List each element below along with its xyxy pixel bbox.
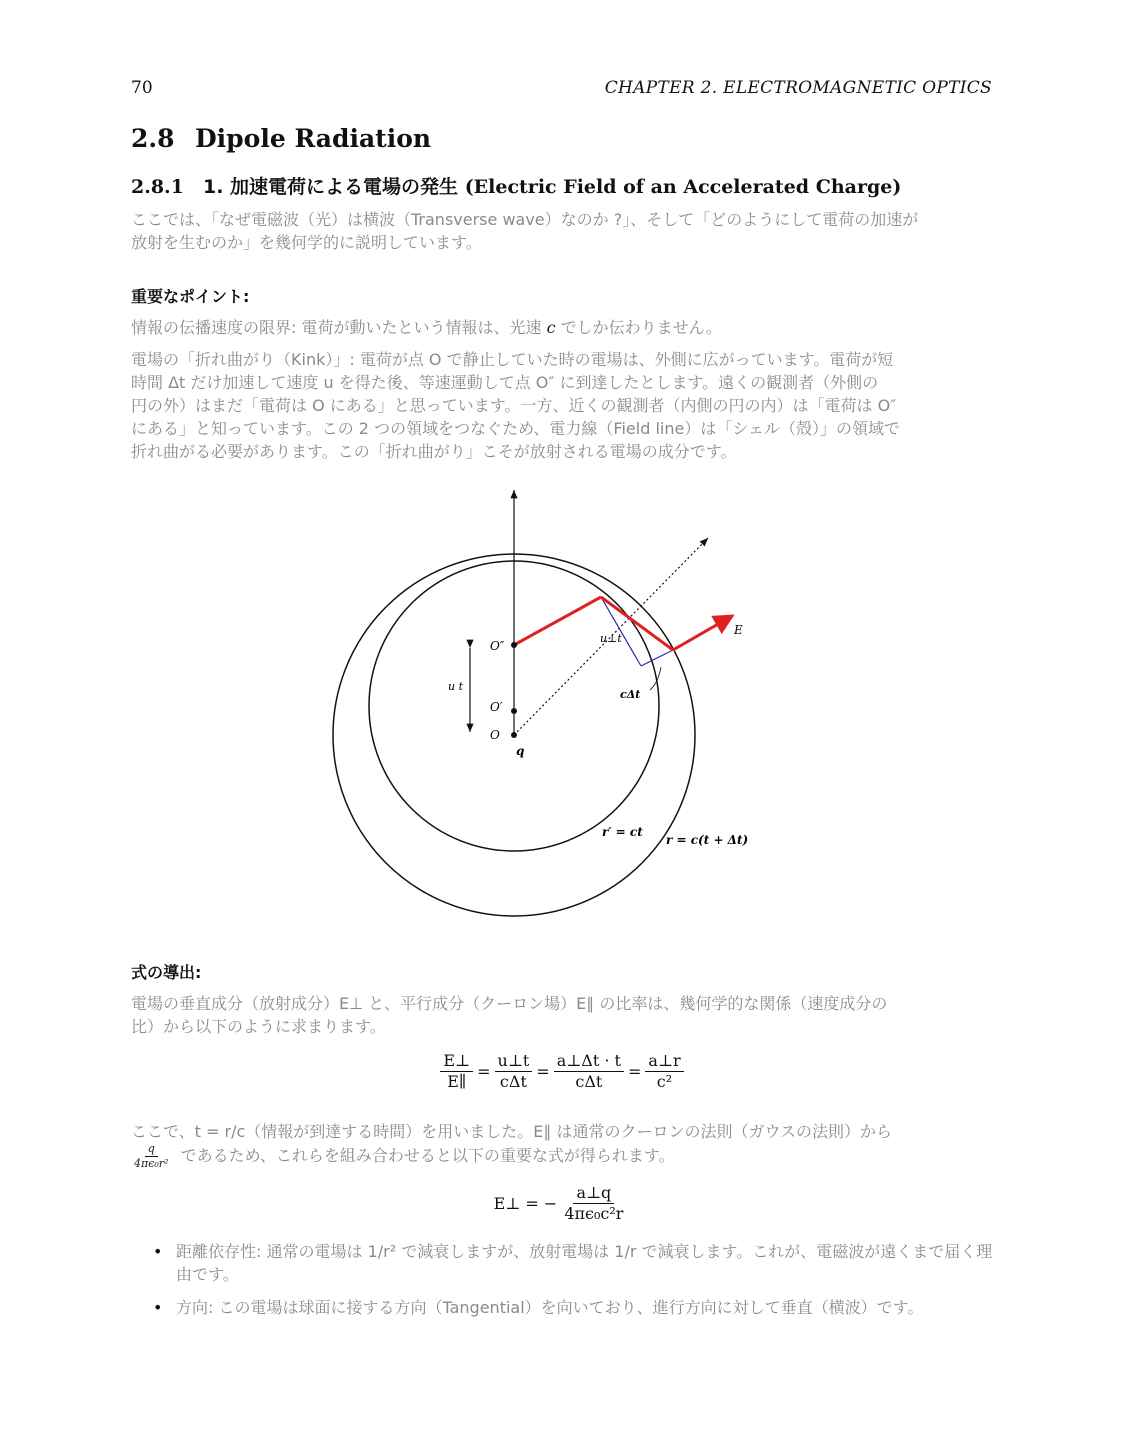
page-number: 70 (131, 78, 153, 98)
label-u-perp-t: u⊥t (600, 632, 622, 645)
inner-field-line (514, 597, 601, 645)
kink-line-5: 折れ曲がる必要があります。この「折れ曲がり」こそが放射される電場の成分です。 (131, 442, 737, 461)
radiation-lhs: E⊥ = − (493, 1194, 558, 1213)
cdt-pointer (650, 667, 661, 690)
label-O: O (490, 728, 500, 742)
label-c-dt: cΔt (620, 688, 641, 701)
label-E: E (734, 623, 743, 637)
outer-field-line (673, 616, 732, 650)
derivation-heading: 式の導出: (131, 963, 202, 982)
subsection-heading (131, 172, 901, 199)
light-speed-limit-paragraph (131, 316, 993, 339)
label-q: q (516, 744, 525, 758)
label-r-inner: r′ = ct (602, 825, 643, 839)
intro-line-1: ここでは、「なぜ電磁波（光）は横波（Transverse wave）なのか ?」、そして「どのようにして電荷の加速が (131, 210, 919, 229)
kink-line-4: にある」と知っています。この 2 つの領域をつなぐため、電力線（Field line）は「シェル（殻）」の領域で (131, 419, 901, 438)
frac-velocity-ratio: $\frac{u\perp t}{\text{cΔt}}$ (495, 1052, 533, 1091)
point-O1 (511, 708, 517, 714)
frac-coulomb: $\frac{q}{\text{4πϵ₀r²}}$ (134, 1142, 169, 1170)
bullet-distance-dependence: • 距離依存性: 通常の電場は 1/r² で減衰しますが、放射電場は 1/r で減衰します。これが、電磁波が遠くまで届く理由です。 (131, 1240, 993, 1286)
frac-field-ratio: $\frac{E\perp}{E\parallel}$ (440, 1052, 473, 1091)
derivation-line-2: 比）から以下のように求まります。 (131, 1017, 386, 1036)
equation-radiation-field (131, 1184, 993, 1223)
point-O2 (511, 642, 517, 648)
section-title: Dipole Radiation (195, 124, 432, 153)
kink-line-2: 時間 Δt だけ加速して速度 u を得た後、等速運動して点 O″ に到達したとします。遠くの観測者（外側の (131, 373, 879, 392)
coulomb-line-1: ここで、t = r/c（情報が到達する時間）を用いました。E∥ は通常のクーロンの法則（ガウスの法則）から (131, 1122, 893, 1141)
label-O2: O″ (490, 639, 505, 653)
section-heading (131, 124, 431, 153)
coulomb-paragraph (131, 1120, 993, 1170)
kink-line-3: 円の外）はまだ「電荷は O にある」と思っています。一方、近くの観測者（内側の円の内）は「電荷は O″ (131, 396, 897, 415)
coulomb-line-2 (131, 1143, 993, 1170)
limit-text-a: 情報の伝播速度の限界: 電荷が動いたという情報は、光速 (131, 318, 542, 337)
summary-bullets (131, 1240, 993, 1329)
limit-symbol-c: c (546, 318, 556, 337)
key-points-heading: 重要なポイント: (131, 287, 250, 306)
subsection-number: 2.8.1 (131, 176, 184, 198)
frac-accel-ratio: $\frac{a\perp\Delta t \cdot t}{\text{cΔt}}$ (554, 1052, 624, 1091)
equation-ratio: $\frac{E\perp}{E\parallel}$ = $\frac{u\perp t}{\text{cΔt}}$ = $\frac{a\perp\Delta t \cdot t}{\text{cΔt}}$ = $\frac{a\perp r}{\text{c²}}$ (131, 1052, 993, 1091)
point-O (511, 732, 517, 738)
label-ut: u t (448, 680, 464, 693)
label-r-outer: r = c(t + Δt) (666, 833, 749, 847)
subsection-title-jp: 1. 加速電荷による電場の発生 (203, 176, 459, 198)
kink-line-1: 電場の「折れ曲がり（Kink）」: 電荷が点 O で静止していた時の電場は、外側に広がっています。電荷が短 (131, 350, 894, 369)
frac-result: $\frac{a\perp r}{\text{c²}}$ (645, 1052, 683, 1091)
derivation-line-1: 電場の垂直成分（放射成分）E⊥ と、平行成分（クーロン場）E∥ の比率は、幾何学的な関係（速度成分の (131, 994, 888, 1013)
bullet-direction: • 方向: この電場は球面に接する方向（Tangential）を向いており、進行方向に対して垂直（横波）です。 (131, 1296, 993, 1319)
running-head: CHAPTER 2. ELECTROMAGNETIC OPTICS (604, 78, 992, 98)
limit-text-b: でしか伝わりません。 (560, 318, 722, 337)
subsection-title-en: (Electric Field of an Accelerated Charge) (464, 176, 902, 198)
intro-paragraph (131, 208, 993, 254)
frac-radiation: $\frac{a\perp q}{\text{4πϵ₀c²r}}$ (564, 1183, 624, 1223)
derivation-paragraph (131, 992, 993, 1038)
section-number: 2.8 (131, 124, 175, 153)
intro-line-2: 放射を生むのか」を幾何学的に説明しています。 (131, 233, 482, 252)
c-dt-segment (641, 650, 673, 666)
coulomb-line-2-text: であるため、これらを組み合わせると以下の重要な式が得られます。 (180, 1146, 675, 1165)
kink-paragraph (131, 348, 993, 463)
label-O1: O′ (490, 700, 503, 714)
kink-field-diagram (320, 480, 749, 925)
